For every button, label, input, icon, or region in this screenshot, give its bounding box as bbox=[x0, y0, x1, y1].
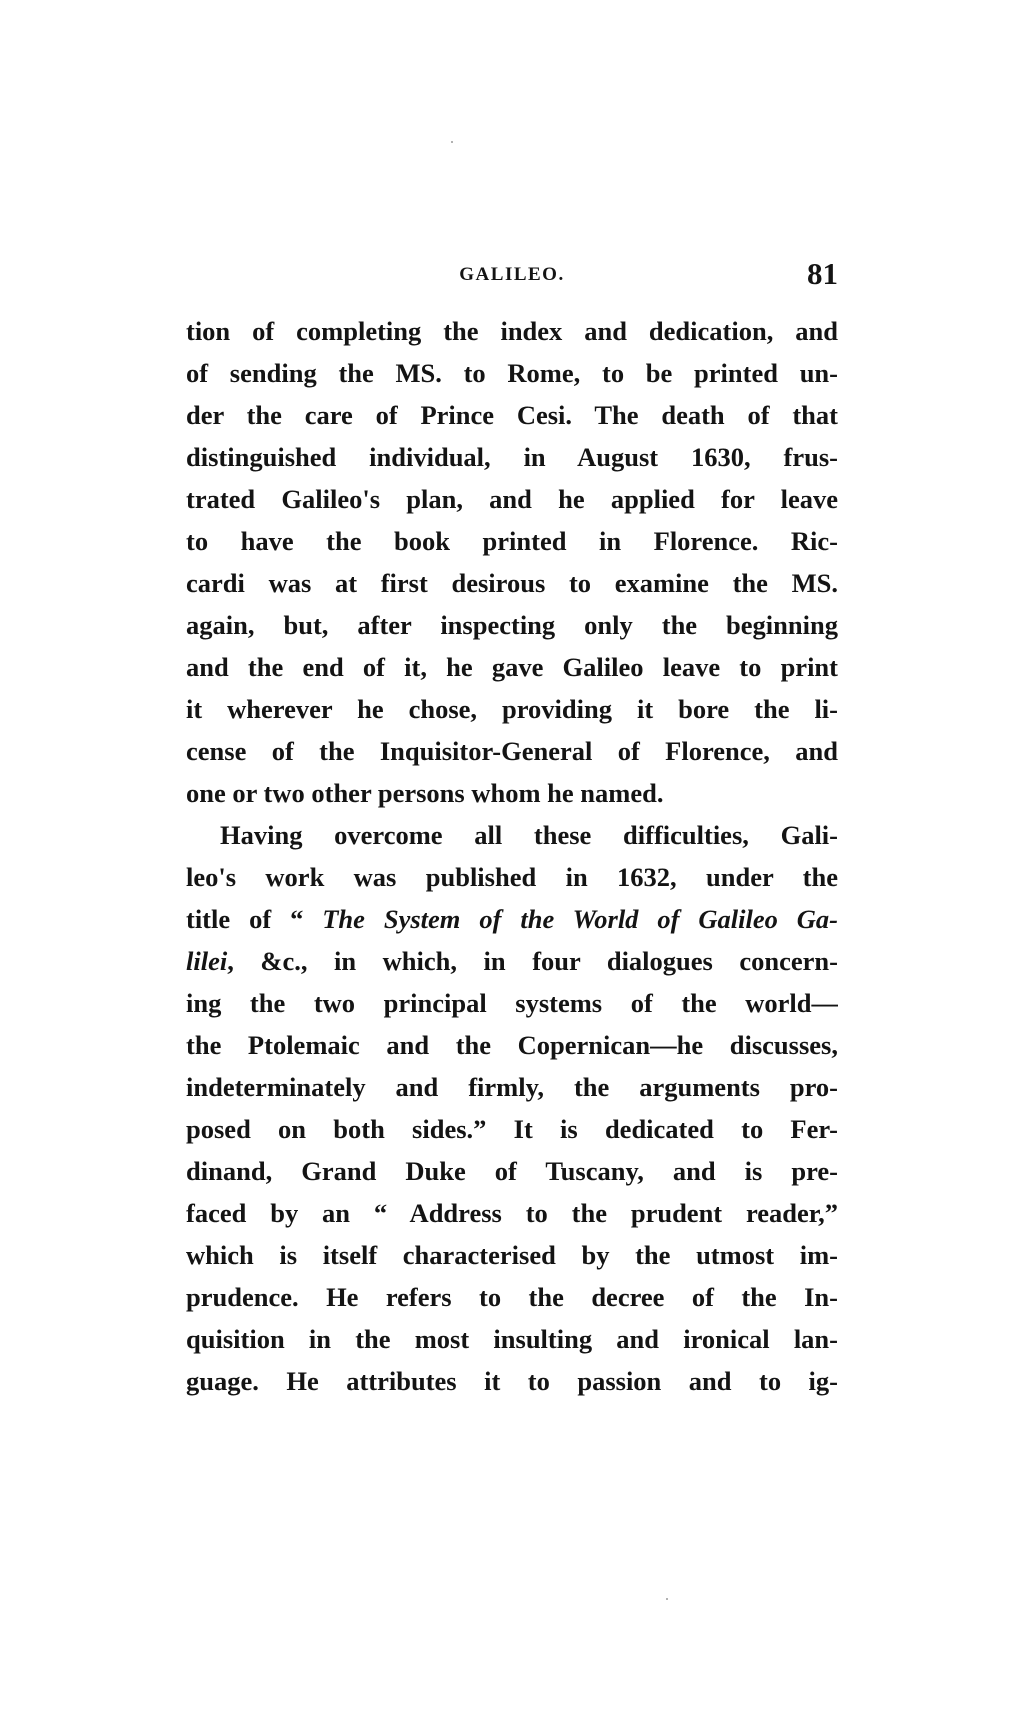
text-line: tion of completing the index and dedication, and bbox=[186, 316, 838, 346]
text-line: trated Galileo's plan, and he applied for leave bbox=[186, 484, 838, 514]
text-line: which is itself characterised by the utmost im- bbox=[186, 1240, 838, 1270]
text-line bbox=[186, 940, 838, 982]
paragraph-1 bbox=[186, 310, 838, 814]
text-line: of sending the MS. to Rome, to be printed un- bbox=[186, 358, 838, 388]
running-title: GALILEO. bbox=[459, 264, 565, 285]
text-line: posed on both sides.” It is dedicated to Fer- bbox=[186, 1114, 838, 1144]
text-line: ing the two principal systems of the world— bbox=[186, 988, 838, 1018]
book-title-italic: lilei bbox=[186, 946, 228, 976]
text-line: indeterminately and firmly, the arguments pro- bbox=[186, 1072, 838, 1102]
text-run: title of “ bbox=[186, 904, 323, 934]
text-line: der the care of Prince Cesi. The death of that bbox=[186, 400, 838, 430]
text-line: faced by an “ Address to the prudent reader,” bbox=[186, 1198, 838, 1228]
text-line: prudence. He refers to the decree of the In- bbox=[186, 1282, 838, 1312]
page-speck bbox=[666, 1598, 668, 1600]
text-line: cardi was at first desirous to examine the MS. bbox=[186, 568, 838, 598]
text-line: guage. He attributes it to passion and to ig- bbox=[186, 1366, 838, 1396]
text-line: cense of the Inquisitor-General of Florence, and bbox=[186, 736, 838, 766]
paragraph-2 bbox=[186, 814, 838, 1402]
text-line: Having overcome all these difficulties, Gali- bbox=[220, 820, 838, 850]
page-number: 81 bbox=[807, 256, 838, 291]
text-line: leo's work was published in 1632, under the bbox=[186, 862, 838, 892]
text-run: , &c., in which, in four dialogues concern- bbox=[227, 946, 838, 976]
text-line: the Ptolemaic and the Copernican—he discusses, bbox=[186, 1030, 838, 1060]
text-line: and the end of it, he gave Galileo leave to print bbox=[186, 652, 838, 682]
running-head bbox=[186, 256, 838, 292]
text-line: again, but, after inspecting only the beginning bbox=[186, 610, 838, 640]
text-line: it wherever he chose, providing it bore the li- bbox=[186, 694, 838, 724]
text-line bbox=[186, 898, 838, 940]
text-line: distinguished individual, in August 1630, frus- bbox=[186, 442, 838, 472]
page-speck bbox=[451, 141, 453, 143]
body-text bbox=[186, 310, 838, 1402]
text-line: one or two other persons whom he named. bbox=[186, 778, 664, 808]
text-line: dinand, Grand Duke of Tuscany, and is pre- bbox=[186, 1156, 838, 1186]
book-title-italic: The System of the World of Galileo Ga- bbox=[322, 904, 838, 934]
text-line: to have the book printed in Florence. Ric- bbox=[186, 526, 838, 556]
text-line: quisition in the most insulting and ironical lan- bbox=[186, 1324, 838, 1354]
